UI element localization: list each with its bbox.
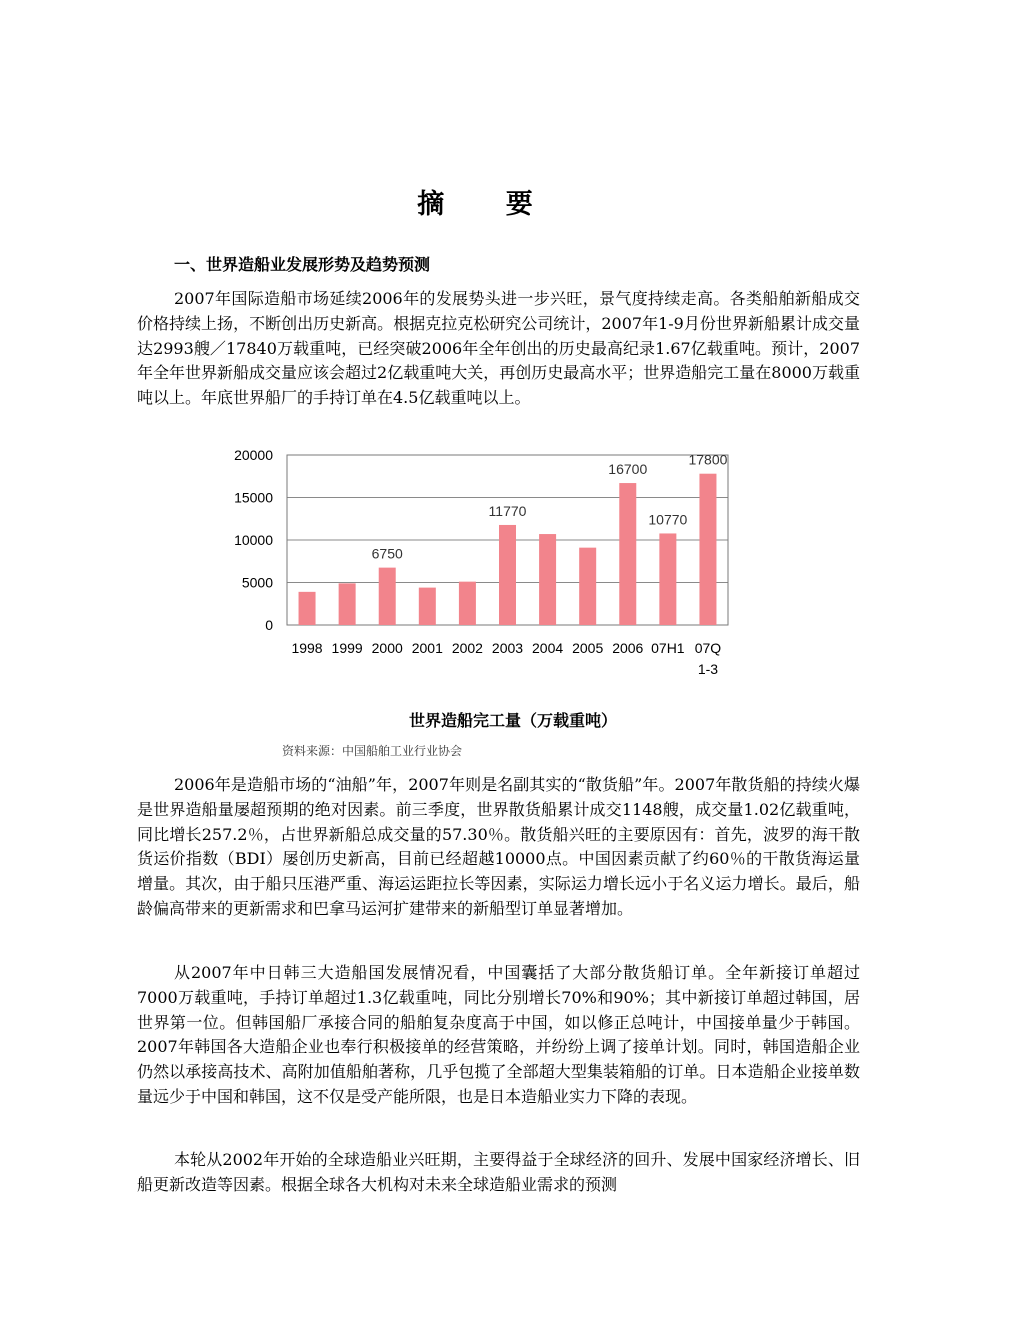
- data-label-3: 10770: [648, 511, 688, 528]
- data-label-4: 17800: [688, 451, 728, 468]
- x-tick-label-0: 1998: [291, 640, 323, 656]
- x-tick-label-4: 2002: [451, 640, 483, 656]
- chart-caption: 世界造船完工量（万载重吨）: [408, 711, 617, 730]
- bar-8: [619, 483, 636, 625]
- bar-1: [339, 583, 356, 625]
- data-label-0: 6750: [371, 545, 403, 562]
- x-tick-label-9: 07H1: [651, 640, 685, 656]
- paragraph-4: 本轮从2002年开始的全球造船业兴旺期，主要得益于全球经济的回升、发展中国家经济增长、旧船更新改造等因素。根据全球各大机构对未来全球造船业需求的预测: [137, 1150, 860, 1194]
- x-tick-label-8: 2006: [612, 640, 644, 656]
- x-tick-label-7: 2005: [572, 640, 604, 656]
- y-tick-label-3: 15000: [234, 489, 273, 506]
- bar-0: [299, 592, 316, 625]
- bar-5: [499, 525, 516, 625]
- section-heading: 一、世界造船业发展形势及趋势预测: [174, 255, 431, 274]
- page-title: 摘 要: [417, 189, 559, 220]
- paragraph-3: 从2007年中日韩三大造船国发展情况看，中国囊括了大部分散货船订单。全年新接订单超过7000万载重吨，手持订单超过1.3亿载重吨，同比分别增长70%和90%；其中新接订单超过韩国，居世界第一位。但韩国船厂承接合同的船舶复杂度高于中国，如以修正总吨计，中国接单量少于韩国。2007年韩国各大造船企业也奉行积极接单的经营策略，并纷纷上调了接单计划。同时，韩国造船企业仍然以承接高技术、高附加值船舶著称，几乎包揽了全部超大型集装箱船的订单。日本造船企业接单数量远少于中国和韩国，这不仅是受产能所限，也是日本造船业实力下降的表现。: [137, 963, 860, 1106]
- paragraph-1: 2007年国际造船市场延续2006年的发展势头进一步兴旺，景气度持续走高。各类船舶新船成交价格持续上扬，不断创出历史新高。根据克拉克松研究公司统计，2007年1-9月份世界新船累计成交量达2993艘／17840万载重吨，已经突破2006年全年创出的历史最高纪录1.67亿载重吨。预计，2007年全年世界新船成交量应该会超过2亿载重吨大关，再创历史最高水平；世界造船完工量在8000万载重吨以上。年底世界船厂的手持订单在4.5亿载重吨以上。: [137, 289, 860, 408]
- chart-svg: [234, 441, 740, 686]
- bar-4: [459, 582, 476, 625]
- bar-7: [579, 548, 596, 625]
- x-tick-label-5: 2003: [491, 640, 524, 656]
- y-tick-label-0: 0: [265, 617, 273, 633]
- x-tick-label-1: 1999: [331, 640, 363, 656]
- completion-bar-chart: [234, 441, 740, 686]
- y-tick-label-2: 10000: [234, 532, 273, 548]
- chart-source: 资料来源：中国船舶工业行业协会: [282, 744, 463, 758]
- bar-9: [659, 533, 676, 625]
- data-label-2: 16700: [608, 461, 648, 478]
- x-tick-label-2: 2000: [371, 640, 403, 656]
- y-tick-label-4: 20000: [234, 447, 273, 463]
- bar-6: [539, 534, 556, 625]
- bar-3: [419, 588, 436, 625]
- x-tick-label-3: 2001: [411, 640, 443, 656]
- x-tick-label-6: 2004: [532, 640, 564, 656]
- x-tick-label-10: 07Q 1-3: [694, 640, 722, 677]
- bar-2: [379, 568, 396, 625]
- bar-10: [699, 474, 716, 625]
- data-label-1: 11770: [488, 502, 527, 519]
- y-tick-label-1: 5000: [241, 574, 273, 591]
- paragraph-2: 2006年是造船市场的“油船”年，2007年则是名副其实的“散货船”年。2007年散货船的持续火爆是世界造船量屡超预期的绝对因素。前三季度，世界散货船累计成交1148艘，成交量1.02亿载重吨，同比增长257.2％，占世界新船总成交量的57.30％。散货船兴旺的主要原因有：首先，波罗的海干散货运价指数（BDI）屡创历史新高，目前已经超越10000点。中国因素贡献了约60％的干散货海运量增量。其次，由于船只压港严重、海运运距拉长等因素，实际运力增长远小于名义运力增长。最后，船龄偏高带来的更新需求和巴拿马运河扩建带来的新船型订单显著增加。: [137, 775, 860, 918]
